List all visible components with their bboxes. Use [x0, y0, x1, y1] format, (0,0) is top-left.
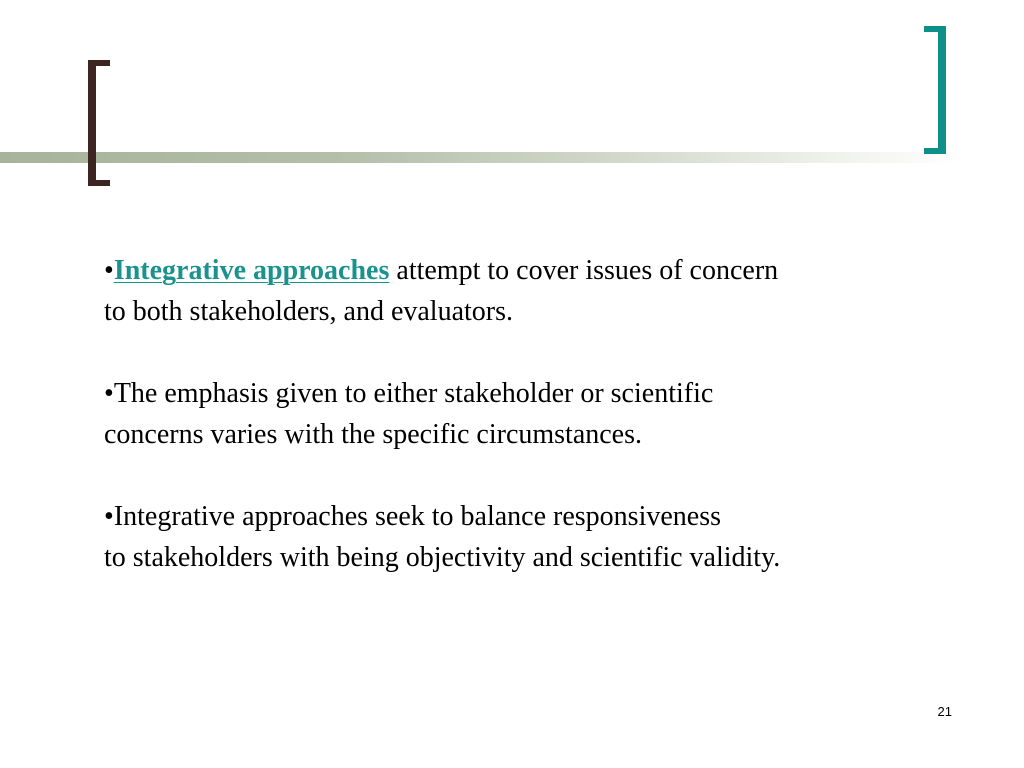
bullet-paragraph-3	[104, 496, 944, 578]
right-bracket-icon	[924, 26, 946, 154]
bullet-marker: •	[104, 255, 114, 286]
bullet-text-line1: The emphasis given to either stakeholder or scientific	[113, 378, 714, 409]
emphasis-term: Integrative approaches	[113, 255, 390, 286]
slide-number: 21	[937, 704, 952, 719]
bullet-text-line2: to stakeholders with being objectivity and scientific validity.	[104, 542, 781, 573]
bullet-text-line1: attempt to cover issues of concern	[389, 255, 779, 286]
slide-body	[104, 250, 944, 578]
bullet-text-line2: concerns varies with the specific circumstances.	[104, 419, 643, 450]
bullet-marker: •	[104, 378, 114, 409]
bullet-paragraph-2	[104, 373, 944, 455]
bullet-text-line1: Integrative approaches seek to balance responsiveness	[113, 501, 722, 532]
bullet-paragraph-1	[104, 250, 944, 332]
left-bracket-icon	[88, 60, 110, 186]
header-divider-line	[0, 152, 960, 163]
bullet-marker: •	[104, 501, 114, 532]
bullet-text-line2: to both stakeholders, and evaluators.	[104, 296, 514, 327]
